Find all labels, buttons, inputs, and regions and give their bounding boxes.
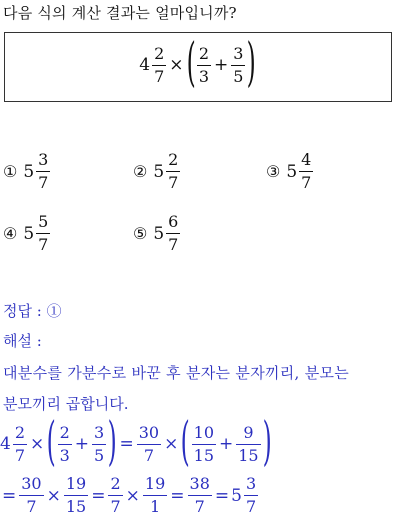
- fraction: $\frac{30}{7}$: [21, 474, 42, 516]
- choice-1[interactable]: [3, 152, 51, 191]
- whole-number: 5: [23, 161, 35, 182]
- right-paren: ): [247, 33, 257, 93]
- choice-5[interactable]: [133, 214, 181, 253]
- right-paren: ): [262, 412, 272, 472]
- fraction: $\frac{2}{7}$: [168, 150, 179, 192]
- fraction: $\frac{2}{3}$: [59, 422, 70, 465]
- plus-sign: +: [219, 434, 234, 454]
- answer-label: 정답 : ①: [3, 302, 62, 320]
- right-paren: ): [107, 412, 117, 472]
- fraction: $\frac{4}{7}$: [301, 150, 312, 192]
- times-sign: ×: [169, 55, 184, 75]
- fraction: $\frac{2}{3}$: [198, 43, 209, 86]
- fraction: $\frac{5}{7}$: [38, 212, 49, 254]
- fraction: $\frac{9}{15}$: [238, 422, 259, 465]
- whole-number: 5: [153, 161, 165, 182]
- whole-number: 5: [286, 161, 298, 182]
- problem-box: [4, 32, 392, 102]
- fraction: $\frac{3}{7}$: [38, 150, 49, 192]
- fraction: $\frac{10}{15}$: [193, 422, 214, 465]
- plus-sign: +: [74, 434, 89, 454]
- choice-mark: ⑤: [133, 224, 148, 243]
- problem-expression: [139, 33, 257, 93]
- fraction: $\frac{2}{7}$: [14, 422, 26, 465]
- solution-step-1: [0, 412, 272, 472]
- fraction: $\frac{2}{7}$: [110, 474, 121, 516]
- times-sign: ×: [125, 485, 140, 506]
- whole-number: 4: [0, 434, 11, 454]
- fraction: $\frac{19}{1}$: [144, 474, 166, 516]
- times-sign: ×: [164, 434, 179, 454]
- question-text: 다음 식의 계산 결과는 얼마입니까?: [3, 4, 237, 22]
- choice-mark: ④: [3, 224, 18, 243]
- whole-number: 5: [23, 223, 35, 244]
- left-paren: (: [46, 412, 56, 472]
- whole-number: 4: [139, 55, 151, 75]
- fraction: $\frac{3}{5}$: [94, 422, 105, 465]
- choice-mark: ②: [133, 162, 148, 181]
- plus-sign: +: [214, 55, 229, 75]
- explanation-text-line-2: 분모끼리 곱합니다.: [3, 395, 129, 413]
- fraction: $\frac{6}{7}$: [168, 212, 179, 254]
- left-paren: (: [180, 412, 191, 472]
- explanation-label: 해설 :: [3, 332, 42, 350]
- fraction: $\frac{19}{15}$: [65, 474, 87, 516]
- fraction: $\frac{38}{7}$: [189, 474, 210, 516]
- choice-mark: ③: [266, 162, 281, 181]
- times-sign: ×: [46, 485, 61, 506]
- equals-sign: =: [170, 485, 185, 506]
- whole-number: 5: [231, 485, 242, 506]
- fraction: $\frac{30}{7}$: [138, 422, 160, 465]
- choice-4[interactable]: [3, 214, 51, 253]
- choice-2[interactable]: [133, 152, 181, 191]
- choice-mark: ①: [3, 162, 18, 181]
- explanation-text-line-1: 대분수를 가분수로 바꾼 후 분자는 분자끼리, 분모는: [3, 364, 350, 382]
- whole-number: 5: [153, 223, 165, 244]
- left-paren: (: [186, 33, 196, 93]
- fraction: $\frac{2}{7}$: [154, 43, 165, 86]
- equals-sign: =: [119, 434, 134, 454]
- equals-sign: =: [2, 485, 17, 506]
- fraction: $\frac{3}{7}$: [245, 474, 257, 516]
- equals-sign: =: [91, 485, 106, 506]
- times-sign: ×: [30, 434, 45, 454]
- fraction: $\frac{3}{5}$: [233, 43, 244, 86]
- choice-3[interactable]: [266, 152, 314, 191]
- equals-sign: =: [214, 485, 230, 506]
- solution-step-2: [0, 476, 259, 515]
